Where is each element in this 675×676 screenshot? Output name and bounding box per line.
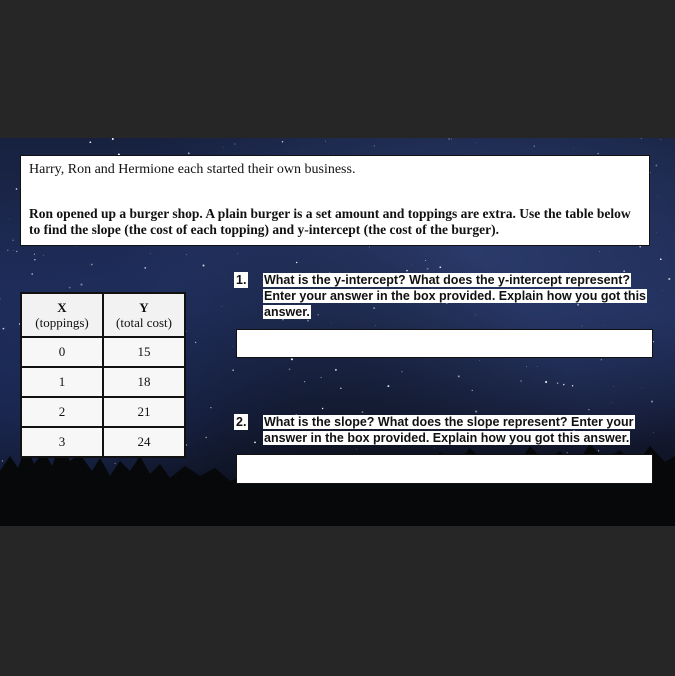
star: [563, 384, 565, 386]
star: [582, 325, 583, 326]
star: [304, 381, 305, 382]
star: [427, 268, 429, 270]
star: [3, 328, 5, 330]
star: [425, 260, 426, 261]
star: [401, 371, 402, 372]
star: [43, 255, 44, 256]
cell-x: 1: [21, 367, 103, 397]
table-row: [21, 337, 185, 367]
star: [233, 346, 234, 347]
star: [603, 325, 604, 326]
star: [202, 264, 204, 266]
star: [12, 239, 14, 241]
star: [150, 253, 151, 254]
star: [655, 164, 657, 166]
star: [322, 408, 323, 409]
star: [291, 358, 293, 360]
column-header-x: X (toppings): [21, 293, 103, 337]
cell-y: 18: [103, 367, 185, 397]
star: [448, 138, 449, 139]
star: [660, 258, 662, 260]
question-2-number: 2.: [236, 415, 247, 429]
toppings-cost-table: [20, 292, 186, 458]
star: [362, 411, 364, 413]
star: [195, 342, 196, 343]
table-header-row: [21, 293, 185, 337]
star: [16, 188, 18, 190]
star: [472, 390, 473, 391]
star: [537, 366, 538, 367]
cell-y: 24: [103, 427, 185, 457]
table-row: [21, 427, 185, 457]
cell-x: 2: [21, 397, 103, 427]
cell-x: 0: [21, 337, 103, 367]
star: [0, 298, 1, 299]
star: [641, 387, 642, 388]
star: [114, 150, 115, 151]
question-1-number: 1.: [236, 273, 247, 287]
star: [557, 383, 558, 384]
star: [235, 144, 236, 145]
question-2-text: What is the slope? What does the slope represent? Enter your answer in the box provided. Explain how you got this answer.: [264, 415, 634, 445]
star: [601, 359, 602, 360]
table-row: [21, 397, 185, 427]
cell-y: 21: [103, 397, 185, 427]
star: [221, 306, 222, 307]
star: [475, 142, 476, 143]
star: [599, 251, 600, 252]
star: [186, 331, 187, 332]
star: [80, 284, 82, 286]
star: [668, 278, 670, 280]
question-2: [234, 414, 664, 446]
star: [34, 259, 35, 260]
star: [479, 360, 480, 361]
cell-y: 15: [103, 337, 185, 367]
star: [69, 287, 71, 289]
star: [13, 250, 14, 251]
star: [325, 141, 326, 142]
star: [16, 251, 17, 252]
star: [321, 377, 322, 378]
star: [91, 264, 93, 266]
star: [331, 323, 332, 324]
star: [289, 368, 291, 370]
star: [76, 246, 77, 247]
slide: [0, 138, 675, 526]
star: [572, 385, 573, 386]
problem-text: Ron opened up a burger shop. A plain burger is a set amount and toppings are extra. Use the table below to find the slope (the cost of each topping) and y-intercept (the cost of the burger).: [29, 206, 631, 237]
cell-x: 3: [21, 427, 103, 457]
star: [237, 253, 238, 254]
star: [223, 147, 224, 148]
star: [656, 232, 657, 233]
star: [458, 375, 460, 377]
star: [520, 380, 522, 382]
star: [232, 370, 233, 371]
star: [641, 138, 642, 139]
star: [588, 409, 589, 410]
star: [639, 246, 641, 248]
star: [613, 386, 614, 387]
star: [282, 141, 283, 142]
intro-text: Harry, Ron and Hermione each started their own business.: [29, 162, 356, 177]
star: [9, 219, 10, 220]
star: [296, 262, 297, 263]
star: [475, 411, 477, 413]
star: [89, 141, 91, 143]
star: [534, 145, 535, 146]
star: [340, 388, 341, 389]
star: [374, 146, 375, 147]
star: [375, 325, 376, 326]
star: [612, 402, 613, 403]
column-header-y: Y (total cost): [103, 293, 185, 337]
question-1-text: What is the y-intercept? What does the y-intercept represent? Enter your answer in the box provided. Explain how you got this answer.: [264, 273, 646, 319]
star: [369, 247, 370, 248]
star: [439, 266, 441, 268]
table-row: [21, 367, 185, 397]
star: [387, 385, 389, 387]
star: [186, 254, 187, 255]
star: [144, 267, 146, 269]
instructions-box: [20, 155, 650, 246]
star: [545, 381, 547, 383]
star: [335, 369, 337, 371]
star: [7, 249, 9, 251]
star: [31, 273, 33, 275]
star: [658, 196, 659, 197]
star: [526, 366, 527, 367]
star: [412, 265, 413, 266]
star: [661, 139, 662, 140]
star: [210, 407, 211, 408]
star: [112, 138, 114, 140]
star: [451, 139, 452, 140]
star: [34, 254, 35, 255]
answer-box-1[interactable]: [236, 329, 653, 358]
star: [188, 152, 190, 154]
answer-box-2[interactable]: [236, 454, 653, 484]
question-1: [234, 272, 664, 320]
star: [651, 401, 653, 403]
